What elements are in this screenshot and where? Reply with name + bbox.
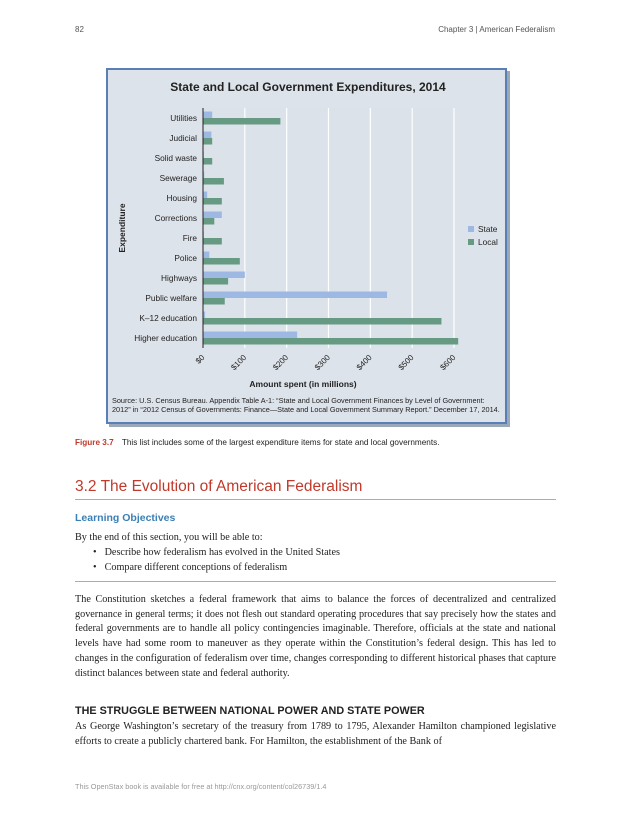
page-footer: This OpenStax book is available for free at http://cnx.org/content/col26739/1.4 bbox=[75, 782, 327, 791]
legend-label: Local bbox=[478, 237, 498, 247]
figure-caption bbox=[75, 438, 555, 447]
page-number: 82 bbox=[75, 25, 84, 34]
y-axis-label: Expenditure bbox=[117, 203, 127, 253]
x-tick-label: $100 bbox=[229, 353, 249, 372]
figure-caption-label: Figure 3.7 bbox=[75, 438, 114, 447]
bar-local bbox=[203, 218, 214, 225]
bar-local bbox=[203, 238, 222, 245]
legend-label: State bbox=[478, 224, 498, 234]
bar-state bbox=[203, 332, 297, 339]
bar-local bbox=[203, 258, 240, 265]
subsection-heading: THE STRUGGLE BETWEEN NATIONAL POWER AND STATE POWER bbox=[75, 705, 425, 717]
y-tick-label: Housing bbox=[166, 193, 197, 203]
figure-frame bbox=[106, 68, 507, 424]
y-tick-label: Police bbox=[174, 253, 197, 263]
learning-objective-item: • Describe how federalism has evolved in the United States bbox=[93, 546, 340, 561]
bar-local bbox=[203, 318, 441, 325]
y-tick-label: K–12 education bbox=[139, 313, 197, 323]
bar-state bbox=[203, 132, 211, 139]
x-tick-label: $200 bbox=[271, 353, 291, 372]
bar-state bbox=[203, 272, 245, 279]
x-tick-label: $0 bbox=[193, 353, 207, 366]
bar-local bbox=[203, 118, 280, 125]
y-tick-label: Fire bbox=[182, 233, 197, 243]
bar-local bbox=[203, 158, 212, 165]
bar-state bbox=[203, 112, 212, 119]
objectives-divider bbox=[75, 581, 556, 582]
expenditure-chart bbox=[108, 70, 505, 422]
bar-local bbox=[203, 138, 212, 145]
section-title: 3.2 The Evolution of American Federalism bbox=[75, 478, 363, 495]
x-tick-label: $400 bbox=[354, 353, 374, 372]
figure-source-note: Source: U.S. Census Bureau. Appendix Table A-1: “State and Local Government Finances by Level of Government: 2012” in “2012 Census of Governments: Finance—State and Local Government Summary Report.” December 17, 2014. bbox=[112, 396, 500, 414]
y-tick-label: Corrections bbox=[154, 213, 197, 223]
bar-local bbox=[203, 178, 224, 185]
legend-swatch-local bbox=[468, 239, 474, 245]
y-tick-label: Utilities bbox=[170, 113, 197, 123]
legend-swatch-state bbox=[468, 226, 474, 232]
bar-state bbox=[203, 192, 207, 199]
y-tick-label: Judicial bbox=[169, 133, 197, 143]
bar-local bbox=[203, 298, 225, 305]
bar-state bbox=[203, 292, 387, 299]
section-divider bbox=[75, 499, 556, 500]
bar-local bbox=[203, 278, 228, 285]
learning-objectives-list bbox=[93, 546, 340, 575]
running-header: Chapter 3 | American Federalism bbox=[438, 25, 555, 34]
figure-caption-text: This list includes some of the largest expenditure items for state and local governments. bbox=[121, 438, 440, 447]
x-axis-label: Amount spent (in millions) bbox=[249, 379, 357, 389]
y-tick-label: Public welfare bbox=[145, 293, 197, 303]
x-tick-label: $300 bbox=[312, 353, 332, 372]
learning-objective-item: • Compare different conceptions of federalism bbox=[93, 561, 340, 576]
bar-state bbox=[203, 252, 209, 259]
chart-title: State and Local Government Expenditures, 2014 bbox=[170, 80, 446, 94]
learning-objectives-intro: By the end of this section, you will be able to: bbox=[75, 532, 263, 543]
body-paragraph: The Constitution sketches a federal framework that aims to balance the forces of decentralized and centralized governance in general terms; it does not flesh out standard operating procedures that say precisely how the states and federal governments are to handle all policy contingencies imaginable. Therefore, officials at the state and national levels have had some room to maneuver as they operate within the Constitution’s federal design. This has led to changes in the configuration of federalism over time, changes corresponding to different historical phases that capture distinct balances between state and federal authority. bbox=[75, 594, 556, 679]
body-paragraph: As George Washington’s secretary of the treasury from 1789 to 1795, Alexander Hamilton championed legislative efforts to create a publicly chartered bank. For Hamilton, the establishment of the Bank of bbox=[75, 721, 556, 747]
y-tick-label: Higher education bbox=[134, 333, 197, 343]
bar-local bbox=[203, 338, 458, 345]
y-tick-label: Highways bbox=[161, 273, 197, 283]
learning-objectives-heading: Learning Objectives bbox=[75, 512, 176, 524]
y-tick-label: Solid waste bbox=[154, 153, 197, 163]
x-tick-label: $500 bbox=[396, 353, 416, 372]
x-tick-label: $600 bbox=[438, 353, 458, 372]
y-tick-label: Sewerage bbox=[159, 173, 197, 183]
bar-state bbox=[203, 212, 222, 219]
bar-local bbox=[203, 198, 222, 205]
